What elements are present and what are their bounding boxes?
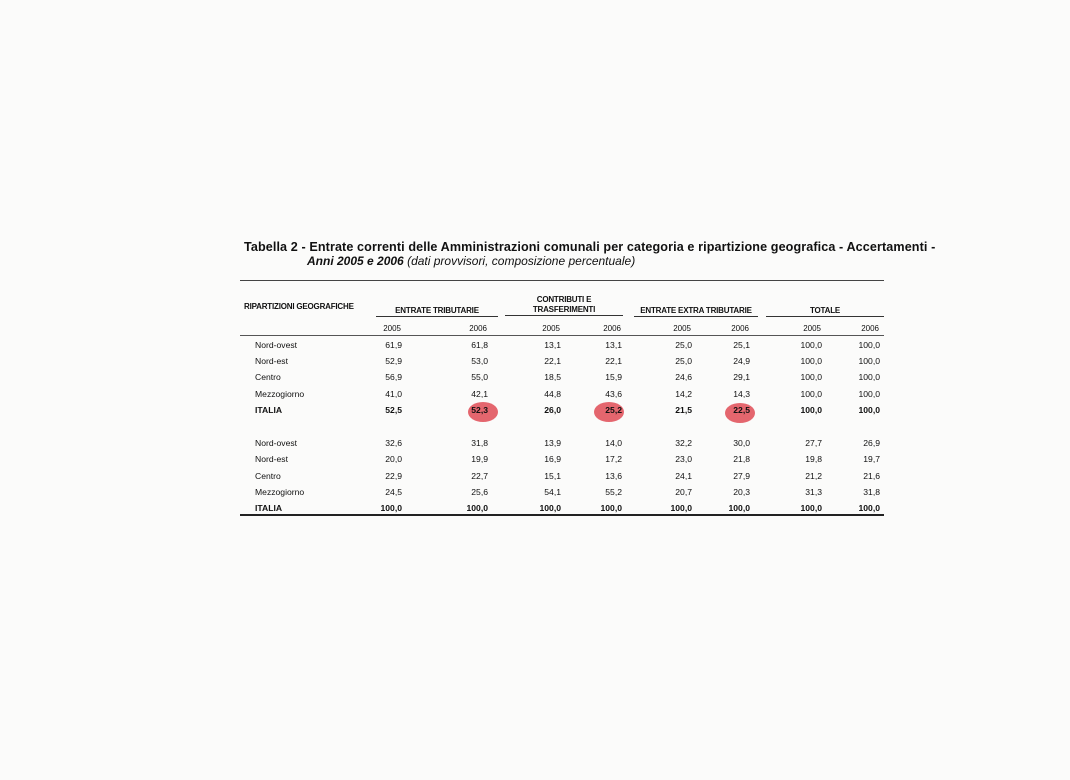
table-cell: 100,0 [539, 503, 561, 513]
table-cell: 24,9 [733, 356, 750, 366]
row-label: ITALIA [255, 405, 283, 415]
table-cell: 32,6 [385, 438, 402, 448]
table-cell: 29,1 [733, 372, 750, 382]
table-cell: 25,2 [605, 405, 622, 415]
table-cell: 19,8 [805, 454, 822, 464]
header-rule-2 [505, 315, 623, 316]
table-cell: 42,1 [471, 389, 488, 399]
row-label: Nord-ovest [255, 438, 298, 448]
row-label: ITALIA [255, 503, 283, 513]
table-cell: 20,0 [385, 454, 402, 464]
table-cell: 100,0 [380, 503, 402, 513]
header-contributi-line2: TRASFERIMENTI [532, 305, 596, 314]
table-cell: 100,0 [858, 340, 880, 350]
header-rule-1 [376, 316, 498, 317]
table-cell: 22,7 [471, 471, 488, 481]
row-label: Nord-est [255, 356, 288, 366]
table-cell: 19,7 [863, 454, 880, 464]
subtitle-years: Anni 2005 e 2006 [307, 254, 404, 268]
table-cell: 55,2 [605, 487, 622, 497]
table-cell: 19,9 [471, 454, 488, 464]
table-cell: 53,0 [471, 356, 488, 366]
table-cell: 27,9 [733, 471, 750, 481]
table-cell: 13,1 [605, 340, 622, 350]
table-cell: 31,8 [863, 487, 880, 497]
row-label: Mezzogiorno [255, 389, 305, 399]
table-cell: 13,9 [544, 438, 561, 448]
table-cell: 100,0 [466, 503, 488, 513]
table-cell: 23,0 [675, 454, 692, 464]
table-cell: 22,5 [733, 405, 750, 415]
table-title: Tabella 2 - Entrate correnti delle Amministrazioni comunali per categoria e ripartizione geografica - Accertamenti - [244, 240, 936, 254]
row-label: Mezzogiorno [255, 487, 305, 497]
table-cell: 100,0 [858, 405, 880, 415]
table-cell: 15,1 [544, 471, 561, 481]
year-header: 2006 [861, 324, 879, 333]
table-cell: 24,1 [675, 471, 692, 481]
table-cell: 20,7 [675, 487, 692, 497]
table-cell: 52,5 [385, 405, 402, 415]
table-cell: 54,1 [544, 487, 561, 497]
table-cell: 25,0 [675, 356, 692, 366]
table-cell: 100,0 [858, 356, 880, 366]
table-cell: 100,0 [800, 356, 822, 366]
table-cell: 100,0 [800, 340, 822, 350]
table-cell: 100,0 [800, 372, 822, 382]
table-cell: 13,1 [544, 340, 561, 350]
table-cell: 44,8 [544, 389, 561, 399]
table-cell: 56,9 [385, 372, 402, 382]
header-extra-tributarie: ENTRATE EXTRA TRIBUTARIE [640, 306, 752, 315]
table-cell: 20,3 [733, 487, 750, 497]
year-header: 2005 [383, 324, 401, 333]
header-rule-3 [634, 316, 758, 317]
table-cell: 13,6 [605, 471, 622, 481]
table-cell: 21,2 [805, 471, 822, 481]
table-cell: 14,0 [605, 438, 622, 448]
table-cell: 52,3 [471, 405, 488, 415]
table-cell: 22,1 [605, 356, 622, 366]
table-cell: 21,8 [733, 454, 750, 464]
table-cell: 22,9 [385, 471, 402, 481]
year-header: 2006 [603, 324, 621, 333]
table-cell: 27,7 [805, 438, 822, 448]
table-cell: 61,9 [385, 340, 402, 350]
table-cell: 15,9 [605, 372, 622, 382]
year-header: 2005 [673, 324, 691, 333]
row-label: Centro [255, 471, 281, 481]
table-cell: 31,3 [805, 487, 822, 497]
table-cell: 100,0 [800, 405, 822, 415]
table-cell: 21,6 [863, 471, 880, 481]
table-cell: 17,2 [605, 454, 622, 464]
table-cell: 25,1 [733, 340, 750, 350]
table-cell: 52,9 [385, 356, 402, 366]
year-header: 2005 [803, 324, 821, 333]
header-ripartizioni: RIPARTIZIONI GEOGRAFICHE [244, 302, 354, 311]
table-cell: 14,2 [675, 389, 692, 399]
table-cell: 25,0 [675, 340, 692, 350]
table-cell: 24,6 [675, 372, 692, 382]
table-subtitle [307, 254, 635, 269]
bottom-rule [240, 514, 884, 516]
table-cell: 30,0 [733, 438, 750, 448]
year-header: 2006 [731, 324, 749, 333]
table-cell: 26,9 [863, 438, 880, 448]
table-cell: 18,5 [544, 372, 561, 382]
table-cell: 100,0 [800, 389, 822, 399]
table-cell: 100,0 [600, 503, 622, 513]
table-cell: 100,0 [858, 503, 880, 513]
header-entrate-tributarie: ENTRATE TRIBUTARIE [395, 306, 479, 315]
subtitle-note: (dati provvisori, composizione percentuale) [407, 254, 636, 268]
table-cell: 100,0 [858, 389, 880, 399]
header-totale: TOTALE [809, 306, 841, 315]
top-rule [240, 280, 884, 281]
table-cell: 100,0 [858, 372, 880, 382]
table-cell: 26,0 [544, 405, 561, 415]
header-rule-4 [766, 316, 884, 317]
table-cell: 14,3 [733, 389, 750, 399]
table-cell: 24,5 [385, 487, 402, 497]
table-cell: 21,5 [675, 405, 692, 415]
table-cell: 22,1 [544, 356, 561, 366]
table-cell: 32,2 [675, 438, 692, 448]
table-cell: 100,0 [670, 503, 692, 513]
table-cell: 41,0 [385, 389, 402, 399]
table-cell: 100,0 [800, 503, 822, 513]
header-contributi-line1: CONTRIBUTI E [536, 295, 592, 304]
row-label: Nord-est [255, 454, 288, 464]
table-cell: 100,0 [728, 503, 750, 513]
year-header: 2005 [542, 324, 560, 333]
row-label: Nord-ovest [255, 340, 298, 350]
table-cell: 55,0 [471, 372, 488, 382]
table-cell: 61,8 [471, 340, 488, 350]
table-cell: 31,8 [471, 438, 488, 448]
years-rule [240, 335, 884, 336]
table-cell: 25,6 [471, 487, 488, 497]
table-cell: 16,9 [544, 454, 561, 464]
year-header: 2006 [469, 324, 487, 333]
table-cell: 43,6 [605, 389, 622, 399]
row-label: Centro [255, 372, 281, 382]
